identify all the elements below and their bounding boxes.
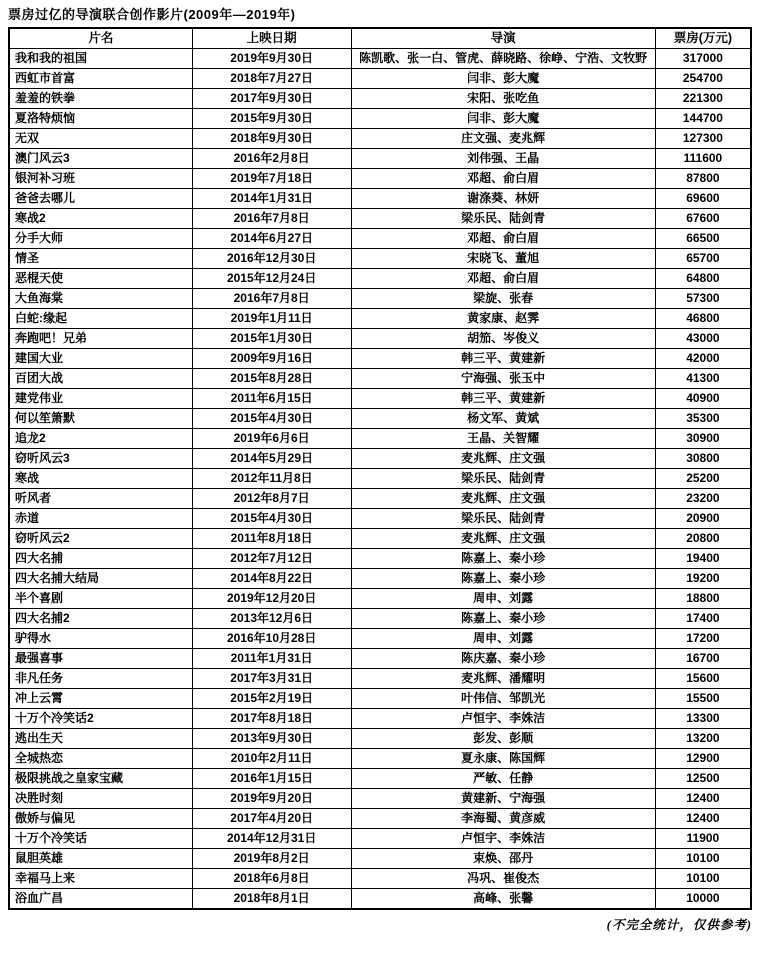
cell-boxoffice: 12500 (655, 769, 751, 789)
cell-boxoffice: 23200 (655, 489, 751, 509)
table-row (9, 129, 751, 149)
cell-boxoffice: 13200 (655, 729, 751, 749)
cell-title: 窃听风云2 (9, 529, 192, 549)
cell-date: 2016年7月8日 (192, 209, 351, 229)
cell-title: 大鱼海棠 (9, 289, 192, 309)
cell-directors: 宋阳、张吃鱼 (351, 89, 655, 109)
table-row (9, 549, 751, 569)
cell-directors: 庄文强、麦兆辉 (351, 129, 655, 149)
cell-directors: 陈嘉上、秦小珍 (351, 609, 655, 629)
table-row (9, 529, 751, 549)
cell-boxoffice: 19200 (655, 569, 751, 589)
cell-directors: 宁海强、张玉中 (351, 369, 655, 389)
cell-boxoffice: 11900 (655, 829, 751, 849)
cell-boxoffice: 30900 (655, 429, 751, 449)
cell-date: 2019年6月6日 (192, 429, 351, 449)
cell-date: 2016年10月28日 (192, 629, 351, 649)
cell-boxoffice: 65700 (655, 249, 751, 269)
cell-title: 半个喜剧 (9, 589, 192, 609)
cell-boxoffice: 17400 (655, 609, 751, 629)
cell-directors: 卢恒宇、李姝洁 (351, 829, 655, 849)
column-header-1: 上映日期 (192, 28, 351, 49)
table-row (9, 669, 751, 689)
cell-date: 2018年9月30日 (192, 129, 351, 149)
table-row (9, 869, 751, 889)
cell-title: 浴血广昌 (9, 889, 192, 910)
cell-date: 2014年1月31日 (192, 189, 351, 209)
cell-boxoffice: 13300 (655, 709, 751, 729)
cell-date: 2015年8月28日 (192, 369, 351, 389)
cell-boxoffice: 43000 (655, 329, 751, 349)
cell-title: 四大名捕 (9, 549, 192, 569)
cell-directors: 李海蜀、黄彦威 (351, 809, 655, 829)
cell-directors: 邓超、俞白眉 (351, 229, 655, 249)
table-row (9, 109, 751, 129)
cell-boxoffice: 46800 (655, 309, 751, 329)
cell-boxoffice: 17200 (655, 629, 751, 649)
table-row (9, 509, 751, 529)
table-row (9, 269, 751, 289)
cell-boxoffice: 87800 (655, 169, 751, 189)
cell-directors: 黄建新、宁海强 (351, 789, 655, 809)
table-row (9, 49, 751, 69)
cell-date: 2015年4月30日 (192, 509, 351, 529)
cell-title: 十万个冷笑话 (9, 829, 192, 849)
table-row (9, 89, 751, 109)
cell-directors: 邓超、俞白眉 (351, 269, 655, 289)
table-row (9, 589, 751, 609)
cell-directors: 周申、刘露 (351, 589, 655, 609)
cell-date: 2012年7月12日 (192, 549, 351, 569)
cell-directors: 刘伟强、王晶 (351, 149, 655, 169)
cell-directors: 王晶、关智耀 (351, 429, 655, 449)
cell-boxoffice: 12400 (655, 789, 751, 809)
cell-directors: 韩三平、黄建新 (351, 389, 655, 409)
cell-boxoffice: 10100 (655, 869, 751, 889)
table-row (9, 449, 751, 469)
cell-title: 四大名捕2 (9, 609, 192, 629)
cell-title: 银河补习班 (9, 169, 192, 189)
table-row (9, 289, 751, 309)
cell-directors: 叶伟信、邹凯光 (351, 689, 655, 709)
cell-directors: 陈嘉上、秦小珍 (351, 569, 655, 589)
cell-boxoffice: 20900 (655, 509, 751, 529)
cell-date: 2017年3月31日 (192, 669, 351, 689)
cell-boxoffice: 64800 (655, 269, 751, 289)
cell-boxoffice: 144700 (655, 109, 751, 129)
cell-boxoffice: 317000 (655, 49, 751, 69)
table-row (9, 149, 751, 169)
cell-directors: 宋晓飞、董旭 (351, 249, 655, 269)
table-row (9, 789, 751, 809)
cell-date: 2019年9月20日 (192, 789, 351, 809)
cell-date: 2019年9月30日 (192, 49, 351, 69)
cell-title: 羞羞的铁拳 (9, 89, 192, 109)
table-row (9, 849, 751, 869)
cell-directors: 邓超、俞白眉 (351, 169, 655, 189)
table-row (9, 309, 751, 329)
cell-title: 建国大业 (9, 349, 192, 369)
cell-boxoffice: 12900 (655, 749, 751, 769)
cell-boxoffice: 19400 (655, 549, 751, 569)
table-row (9, 429, 751, 449)
table-row (9, 689, 751, 709)
cell-boxoffice: 66500 (655, 229, 751, 249)
cell-boxoffice: 67600 (655, 209, 751, 229)
cell-boxoffice: 12400 (655, 809, 751, 829)
table-row (9, 829, 751, 849)
cell-title: 逃出生天 (9, 729, 192, 749)
cell-date: 2014年12月31日 (192, 829, 351, 849)
cell-title: 四大名捕大结局 (9, 569, 192, 589)
cell-directors: 韩三平、黄建新 (351, 349, 655, 369)
table-row (9, 629, 751, 649)
table-row (9, 809, 751, 829)
cell-directors: 高峰、张馨 (351, 889, 655, 910)
cell-title: 无双 (9, 129, 192, 149)
cell-directors: 陈庆嘉、秦小珍 (351, 649, 655, 669)
cell-title: 傲娇与偏见 (9, 809, 192, 829)
cell-directors: 冯巩、崔俊杰 (351, 869, 655, 889)
cell-directors: 彭发、彭顺 (351, 729, 655, 749)
cell-directors: 陈凯歌、张一白、管虎、薛晓路、徐峥、宁浩、文牧野 (351, 49, 655, 69)
cell-date: 2017年4月20日 (192, 809, 351, 829)
cell-date: 2015年12月24日 (192, 269, 351, 289)
cell-boxoffice: 10000 (655, 889, 751, 910)
cell-title: 驴得水 (9, 629, 192, 649)
cell-title: 夏洛特烦恼 (9, 109, 192, 129)
cell-boxoffice: 40900 (655, 389, 751, 409)
cell-date: 2014年5月29日 (192, 449, 351, 469)
cell-title: 情圣 (9, 249, 192, 269)
table-row (9, 729, 751, 749)
cell-boxoffice: 254700 (655, 69, 751, 89)
cell-date: 2017年9月30日 (192, 89, 351, 109)
cell-directors: 麦兆辉、庄文强 (351, 529, 655, 549)
cell-date: 2017年8月18日 (192, 709, 351, 729)
cell-boxoffice: 15600 (655, 669, 751, 689)
table-body (9, 49, 751, 910)
table-row (9, 69, 751, 89)
movies-table (8, 27, 752, 910)
cell-title: 听风者 (9, 489, 192, 509)
cell-title: 白蛇:缘起 (9, 309, 192, 329)
table-row (9, 569, 751, 589)
cell-directors: 麦兆辉、庄文强 (351, 489, 655, 509)
cell-title: 冲上云霄 (9, 689, 192, 709)
cell-date: 2015年1月30日 (192, 329, 351, 349)
cell-title: 决胜时刻 (9, 789, 192, 809)
page-title: 票房过亿的导演联合创作影片(2009年—2019年) (8, 7, 296, 22)
cell-title: 十万个冷笑话2 (9, 709, 192, 729)
cell-date: 2018年8月1日 (192, 889, 351, 910)
cell-date: 2013年12月6日 (192, 609, 351, 629)
cell-boxoffice: 111600 (655, 149, 751, 169)
cell-boxoffice: 10100 (655, 849, 751, 869)
table-row (9, 889, 751, 910)
cell-date: 2014年6月27日 (192, 229, 351, 249)
cell-date: 2012年11月8日 (192, 469, 351, 489)
cell-directors: 麦兆辉、潘耀明 (351, 669, 655, 689)
cell-title: 寒战2 (9, 209, 192, 229)
cell-directors: 闫非、彭大魔 (351, 69, 655, 89)
cell-title: 全城热恋 (9, 749, 192, 769)
cell-title: 恶棍天使 (9, 269, 192, 289)
cell-boxoffice: 35300 (655, 409, 751, 429)
cell-boxoffice: 41300 (655, 369, 751, 389)
cell-directors: 陈嘉上、秦小珍 (351, 549, 655, 569)
table-header (9, 28, 751, 49)
cell-directors: 束焕、邵丹 (351, 849, 655, 869)
cell-date: 2019年7月18日 (192, 169, 351, 189)
cell-boxoffice: 15500 (655, 689, 751, 709)
cell-date: 2009年9月16日 (192, 349, 351, 369)
cell-boxoffice: 57300 (655, 289, 751, 309)
footnote: (不完全统计，仅供参考) (606, 918, 752, 932)
cell-date: 2012年8月7日 (192, 489, 351, 509)
cell-boxoffice: 16700 (655, 649, 751, 669)
cell-directors: 黄家康、赵霁 (351, 309, 655, 329)
cell-title: 分手大师 (9, 229, 192, 249)
cell-date: 2011年6月15日 (192, 389, 351, 409)
cell-directors: 麦兆辉、庄文强 (351, 449, 655, 469)
cell-boxoffice: 18800 (655, 589, 751, 609)
cell-title: 建党伟业 (9, 389, 192, 409)
cell-boxoffice: 20800 (655, 529, 751, 549)
table-row (9, 409, 751, 429)
cell-boxoffice: 30800 (655, 449, 751, 469)
cell-title: 何以笙箫默 (9, 409, 192, 429)
cell-title: 窃听风云3 (9, 449, 192, 469)
cell-directors: 梁乐民、陆剑青 (351, 209, 655, 229)
column-header-2: 导演 (351, 28, 655, 49)
table-row (9, 469, 751, 489)
cell-directors: 梁乐民、陆剑青 (351, 509, 655, 529)
header-row (9, 28, 751, 49)
cell-date: 2016年7月8日 (192, 289, 351, 309)
cell-directors: 梁乐民、陆剑青 (351, 469, 655, 489)
table-row (9, 609, 751, 629)
cell-directors: 闫非、彭大魔 (351, 109, 655, 129)
cell-directors: 梁旋、张春 (351, 289, 655, 309)
cell-title: 澳门风云3 (9, 149, 192, 169)
cell-date: 2018年6月8日 (192, 869, 351, 889)
cell-title: 爸爸去哪儿 (9, 189, 192, 209)
cell-directors: 卢恒宇、李姝洁 (351, 709, 655, 729)
table-row (9, 709, 751, 729)
cell-directors: 严敏、任静 (351, 769, 655, 789)
cell-title: 寒战 (9, 469, 192, 489)
cell-title: 幸福马上来 (9, 869, 192, 889)
column-header-0: 片名 (9, 28, 192, 49)
table-row (9, 389, 751, 409)
cell-date: 2013年9月30日 (192, 729, 351, 749)
cell-date: 2014年8月22日 (192, 569, 351, 589)
cell-title: 追龙2 (9, 429, 192, 449)
cell-date: 2016年2月8日 (192, 149, 351, 169)
cell-directors: 胡笳、岑俊义 (351, 329, 655, 349)
cell-date: 2015年4月30日 (192, 409, 351, 429)
cell-title: 鼠胆英雄 (9, 849, 192, 869)
cell-boxoffice: 127300 (655, 129, 751, 149)
table-row (9, 489, 751, 509)
cell-date: 2019年8月2日 (192, 849, 351, 869)
cell-date: 2011年8月18日 (192, 529, 351, 549)
cell-title: 非凡任务 (9, 669, 192, 689)
cell-boxoffice: 69600 (655, 189, 751, 209)
cell-date: 2019年1月11日 (192, 309, 351, 329)
cell-title: 赤道 (9, 509, 192, 529)
cell-date: 2010年2月11日 (192, 749, 351, 769)
cell-title: 我和我的祖国 (9, 49, 192, 69)
table-row (9, 349, 751, 369)
cell-title: 奔跑吧！兄弟 (9, 329, 192, 349)
cell-date: 2019年12月20日 (192, 589, 351, 609)
table-row (9, 189, 751, 209)
cell-directors: 周申、刘露 (351, 629, 655, 649)
cell-boxoffice: 221300 (655, 89, 751, 109)
table-row (9, 249, 751, 269)
cell-date: 2011年1月31日 (192, 649, 351, 669)
cell-boxoffice: 42000 (655, 349, 751, 369)
table-row (9, 749, 751, 769)
cell-date: 2018年7月27日 (192, 69, 351, 89)
cell-directors: 夏永康、陈国辉 (351, 749, 655, 769)
table-row (9, 369, 751, 389)
cell-title: 最强喜事 (9, 649, 192, 669)
column-header-3: 票房(万元) (655, 28, 751, 49)
cell-directors: 杨文军、黄斌 (351, 409, 655, 429)
cell-title: 西虹市首富 (9, 69, 192, 89)
cell-date: 2015年9月30日 (192, 109, 351, 129)
cell-date: 2016年1月15日 (192, 769, 351, 789)
table-row (9, 769, 751, 789)
table-row (9, 229, 751, 249)
cell-title: 极限挑战之皇家宝藏 (9, 769, 192, 789)
cell-date: 2016年12月30日 (192, 249, 351, 269)
table-row (9, 649, 751, 669)
table-row (9, 169, 751, 189)
table-row (9, 329, 751, 349)
table-row (9, 209, 751, 229)
cell-directors: 谢涤葵、林妍 (351, 189, 655, 209)
cell-boxoffice: 25200 (655, 469, 751, 489)
cell-title: 百团大战 (9, 369, 192, 389)
cell-date: 2015年2月19日 (192, 689, 351, 709)
